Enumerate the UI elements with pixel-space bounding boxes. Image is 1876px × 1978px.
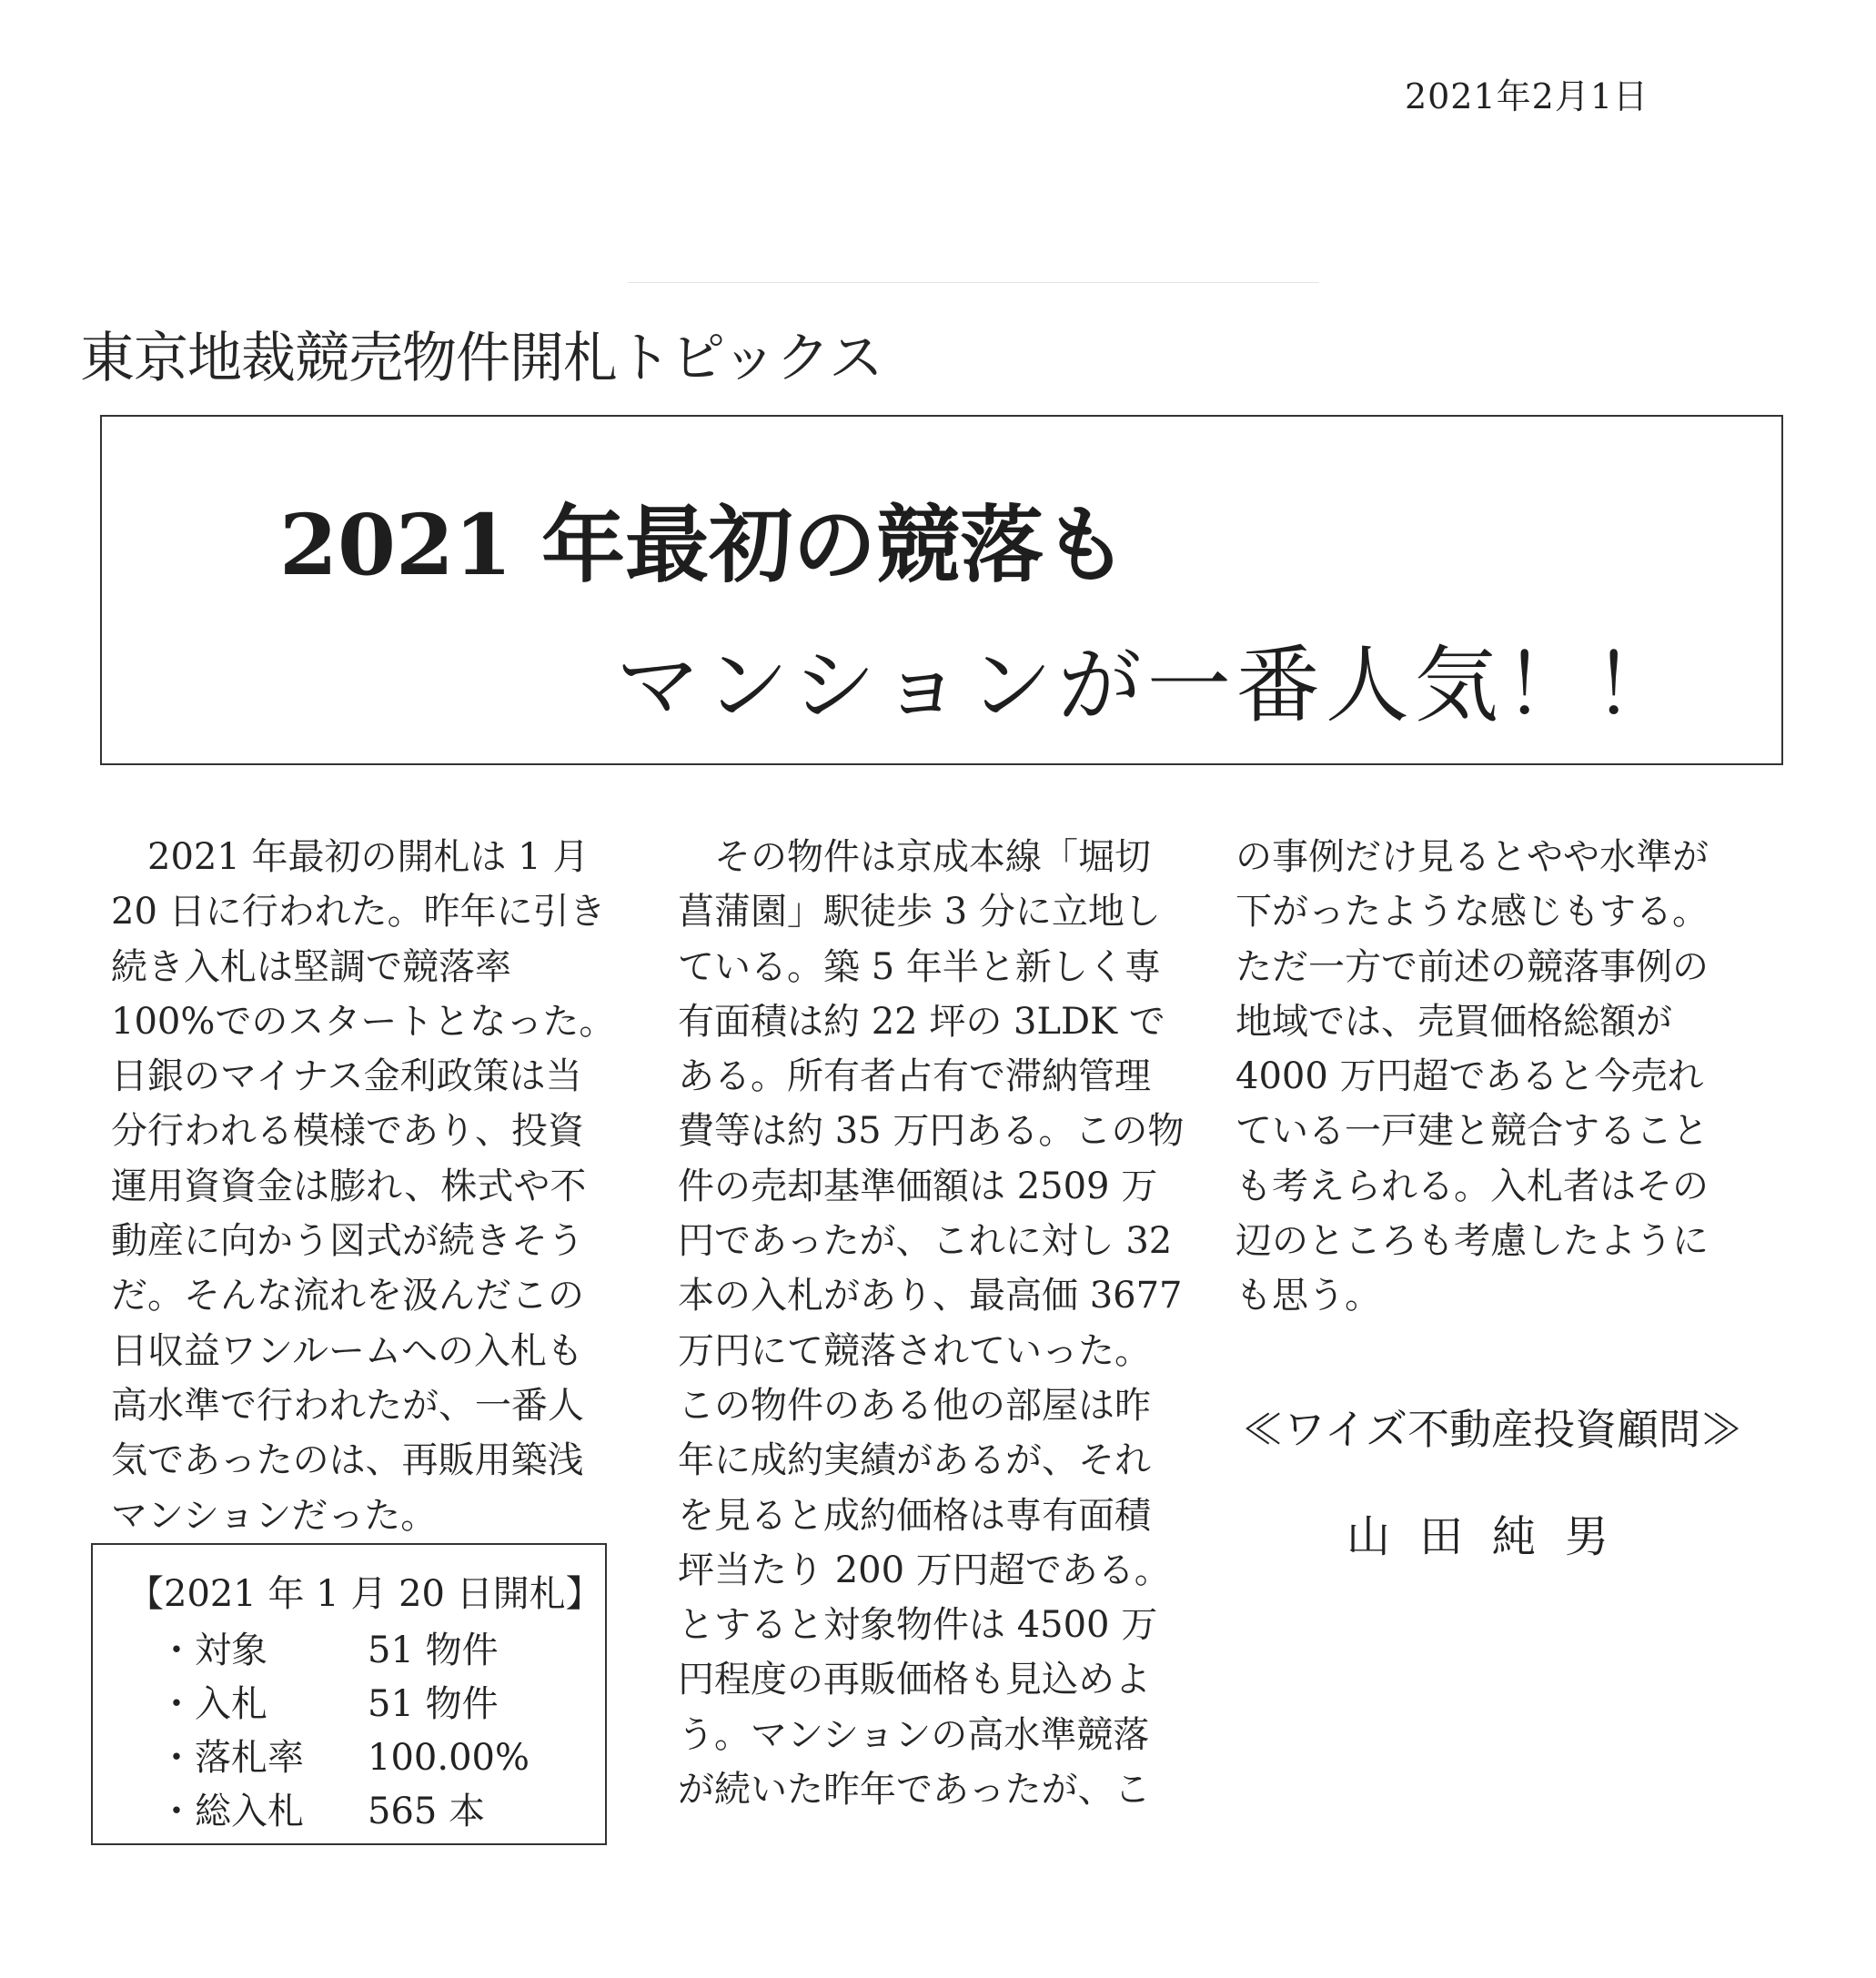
stats-row-bids [158, 1675, 499, 1727]
stats-label: ・入札 [158, 1683, 267, 1725]
stats-value: 565 本 [368, 1791, 486, 1832]
headline-line-2: マンションが一番人気！！ [616, 637, 1682, 734]
stats-row-total [158, 1782, 485, 1834]
article-column-1: 2021 年最初の開札は 1 月 20 日に行われた。昨年に引き 続き入札は堅調で競落率 100%でのスタートとなった。 日銀のマイナス金利政策は当 分行われる模様であり、投資 運用資資金は膨れ、株式や不 動産に向かう図式が続きそう だ。そんな流れを汲んだこの 日収益ワンルームへの入札も 高水準で行われたが、一番人 気であったのは、再販用築浅 マンションだった。 [111, 836, 616, 1537]
signature-author: 山田純男 [1346, 1511, 1639, 1562]
stats-row-target [158, 1621, 499, 1673]
article-column-3: の事例だけ見るとやや水準が 下がったような感じもする。 ただ一方で前述の競落事例の 地域では、売買価格総額が 4000 万円超であると今売れ ている一戸建と競合すること も考えられる。入札者はその 辺のところも考慮したように も思う。 [1236, 836, 1709, 1317]
signature-company: ≪ワイズ不動産投資顧問≫ [1242, 1405, 1743, 1454]
series-title: 東京地裁競売物件開札トピックス [80, 327, 883, 390]
headline-line-1: 2021 年最初の競落も [279, 496, 1128, 594]
stats-value: 100.00% [368, 1737, 530, 1779]
article-column-2: その物件は京成本線「堀切 菖蒲園」駅徒歩 3 分に立地し ている。築 5 年半と新しく専 有面積は約 22 坪の 3LDK で ある。所有者占有で滞納管理 費等は約 35 万円ある。この物 件の売却基準価額は 2509 万 円であったが、これに対し 32 本の入札があり、最高価 3677 万円にて競落されていった。 この物件のある他の部屋は昨 年に成約実績があるが、それ を見ると成約価格は専有面積 坪当たり 200 万円超である。 とすると対象物件は 4500 万 円程度の再販価格も見込めよ う。マンションの高水準競落 が続いた昨年であったが、こ [678, 836, 1185, 1811]
stats-row-rate [158, 1729, 530, 1781]
stats-value: 51 物件 [368, 1683, 499, 1725]
stats-title: 【2021 年 1 月 20 日開札】 [127, 1573, 602, 1615]
headline-box [100, 415, 1783, 765]
stats-value: 51 物件 [368, 1630, 499, 1671]
stats-label: ・落札率 [158, 1737, 304, 1779]
auction-stats-box [91, 1543, 607, 1845]
stats-label: ・対象 [158, 1630, 267, 1671]
document-date: 2021年2月1日 [1404, 76, 1649, 116]
stats-label: ・総入札 [158, 1791, 304, 1832]
divider-line [628, 282, 1319, 283]
